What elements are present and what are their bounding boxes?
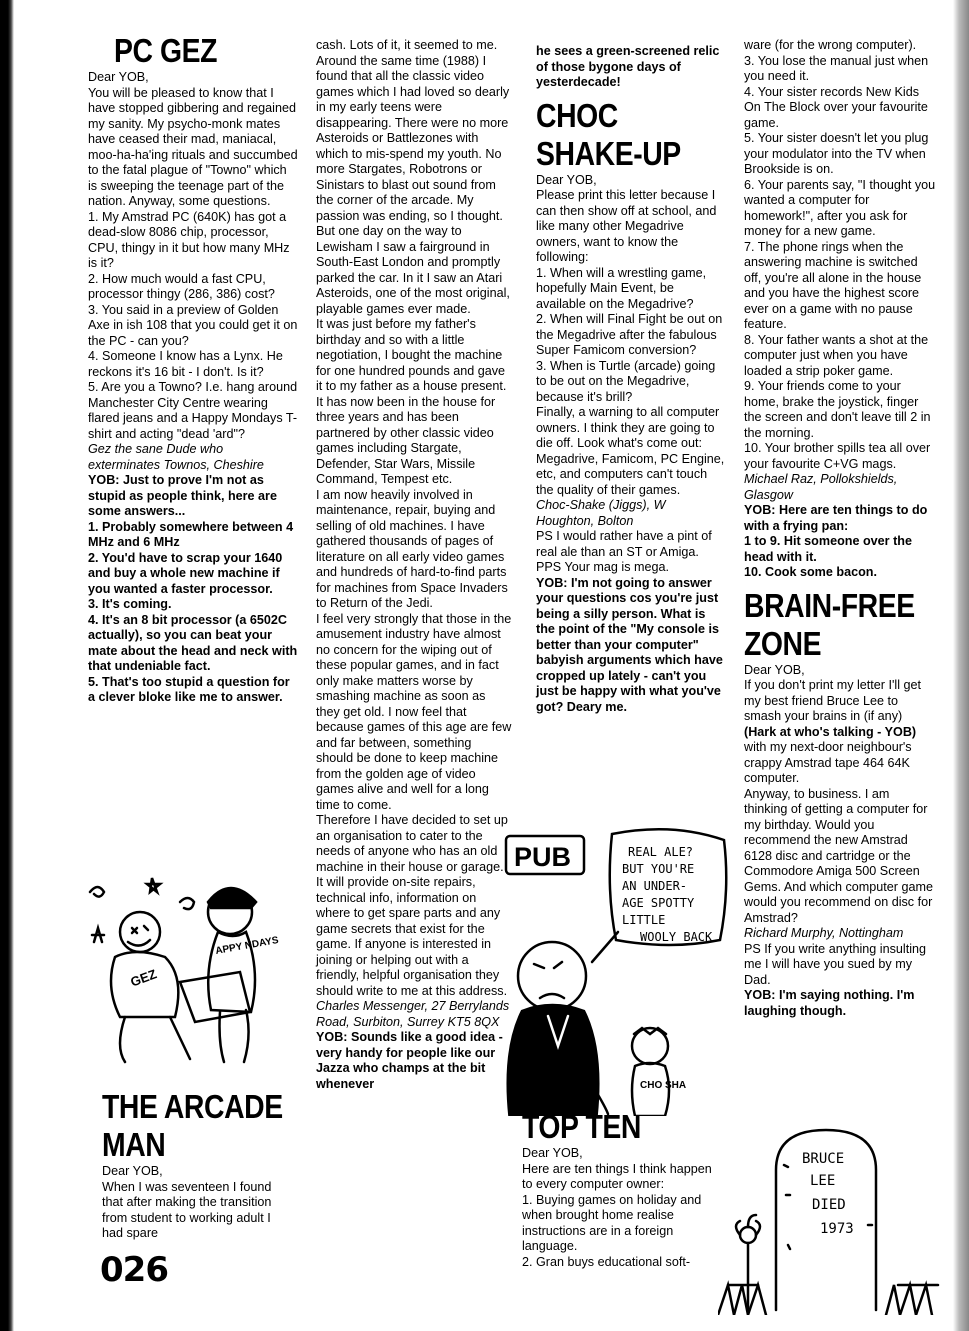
letter-top-ten-cont	[744, 38, 936, 1019]
cartoon-gez	[80, 872, 295, 1072]
cartoon-shirt-gez: GEZ	[128, 966, 159, 990]
letter-text: with my next-door neighbour's crappy Amstrad tape 464 64K computer.	[744, 740, 912, 785]
tombstone-text: BRUCE	[802, 1151, 845, 1167]
letter-text: If you don't print my letter I'll get my best friend Bruce Lee to smash your brains in (if any)	[744, 678, 922, 723]
yob-reply: 3. It's coming.	[88, 597, 172, 611]
yob-reply: 10. Cook some bacon.	[744, 565, 877, 579]
letter-paragraph: Therefore I have decided to set up an organisation to cater to the needs of anyone who has an old machine in their house or garage. It will provide on-site repairs, technical info, information on where to get spare parts and any game secrets that exist for the game. If anyone is interested in joining or helping out with a friendly, helpful organisation they should write to me at this address.	[316, 813, 508, 998]
letter-paragraph: 7. The phone rings when the answering machine is switched off, you're all alone in the house and you have the highest score ever on a game with no pause feature.	[744, 239, 922, 331]
page-edge-shadow	[953, 0, 969, 1331]
yob-reply: YOB: Just to prove I'm not as stupid as people think, here are some answers...	[88, 473, 277, 518]
letter-paragraph: 9. Your friends come to your home, brake the joystick, finger the screen and don't leave till 2 in the morning.	[744, 379, 931, 440]
yob-reply: YOB: I'm saying nothing. I'm laughing though.	[744, 988, 915, 1018]
letter-paragraph: Anyway, to business. I am thinking of getting a computer for my birthday. Would you recommend the new Amstrad 6128 disc and cartridge or the Commodore Amiga 500 Screen Gems. And which computer game would you recommend on disc for Amstrad?	[744, 786, 933, 925]
letter-paragraph: 8. Your father wants a shot at the computer just when you have loaded a strip poker game.	[744, 332, 929, 378]
letter-paragraph: You will be pleased to know that I have stopped gibbering and regained my sanity. My psycho-monk mates have ceased their mad, maniacal, moo-ha-ha'ing rituals and succumbed to the fatal plague of "Towno" which is sweeping the teenage part of the nation. Anyway, some questions.	[88, 85, 298, 208]
greeting: Dear YOB,	[744, 662, 805, 677]
greeting: Dear YOB,	[536, 172, 597, 187]
letter-top-ten	[522, 1108, 722, 1270]
cartoon-shirt-happy-mondays: APPY NDAYS	[214, 935, 280, 957]
greeting: Dear YOB,	[522, 1146, 583, 1160]
letter-paragraph: 1. My Amstrad PC (640K) has got a dead-slow 8086 chip, processor, CPU, thingy in it but how many MHz is it?	[88, 209, 290, 270]
letter-paragraph: Please print this letter because I can then show off at school, and like many other Megadrive owners, want to know the following:	[536, 188, 717, 264]
yob-reply: 1 to 9. Hit someone over the head with it.	[744, 534, 912, 564]
tombstone-text: 1973	[820, 1221, 854, 1237]
cartoon-pub	[500, 826, 730, 1116]
page-binding-shadow	[0, 0, 14, 1331]
letter-signoff: Charles Messenger, 27 Berrylands Road, Surbiton, Surrey KT5 8QX	[316, 999, 510, 1029]
letter-paragraph: 3. When is Turtle (arcade) going to be out on the Megadrive, because it's brill?	[536, 358, 716, 404]
heading-choc-shake-up: CHOC SHAKE-UP	[536, 96, 681, 172]
letter-paragraph: Here are ten things I think happen to every computer owner:	[522, 1161, 712, 1191]
heading-pc-gez: PC GEZ	[114, 32, 218, 69]
speech-bubble-line: AGE SPOTTY	[622, 896, 695, 910]
heading-arcade-man: THE ARCADE MAN	[102, 1088, 283, 1163]
tombstone-text: DIED	[812, 1197, 846, 1213]
letter-paragraph: But one day on the way to Lewisham I saw a fairground in South-East London and promptly parked the car. In it I saw an Atari Asteroids, one of the most original, playable games ever made.	[316, 224, 510, 316]
letter-paragraph: When I was seventeen I found that after making the transition from student to working adult I had spare	[102, 1179, 272, 1240]
letter-paragraph: I feel very strongly that those in the amusement industry have almost no concern for the wiping out of these popular games, and in fact only make matters worse by smashing machine as soon as they get old. I now feel that because games of this age are few and far between, something should be done to keep machine from the golden age of video games alive and well for a long time to come.	[316, 611, 512, 812]
letter-paragraph: I am now heavily involved in maintenance, repair, buying and selling of old machines. I have gathered thousands of pages of literature on all early video games and hundreds of hard-to-find parts for machines from Space Invaders to Return of the Jedi.	[316, 487, 508, 610]
letter-paragraph: 10. Your brother spills tea all over your favourite C+VG mags.	[744, 441, 931, 471]
letter-paragraph: 4. Your sister records New Kids On The Block over your favourite game.	[744, 84, 928, 130]
speech-bubble-line: BUT YOU'RE	[622, 862, 695, 876]
pub-sign: PUB	[514, 842, 572, 872]
letter-signoff: Choc-Shake (Jiggs), W Houghton, Bolton	[536, 498, 666, 528]
yob-reply: YOB: Sounds like a good idea - very handy for people like our Jazza who champs at the bit whenever	[316, 1030, 503, 1091]
speech-bubble-line: LITTLE	[622, 913, 666, 927]
yob-reply: 4. It's an 8 bit processor (a 6502C actually), so you can beat your mate about the head and neck with that undeniable fact.	[88, 612, 298, 673]
letter-paragraph: Finally, a warning to all computer owners. I think they are going to die off. Look what's come out: Megadrive, Famicom, PC Engine, etc, and computers can't touch the quality of their games.	[536, 405, 725, 497]
speech-bubble-line: WOOLY BACK	[640, 930, 713, 944]
letter-paragraph: 2. Gran buys educational soft-	[522, 1254, 691, 1269]
yob-reply: he sees a green-screened relic of those bygone days of yesterdecade!	[536, 44, 720, 89]
letter-paragraph: 1. When will a wrestling game, hopefully Main Event, be available on the Megadrive?	[536, 265, 707, 311]
yob-reply: YOB: I'm not going to answer your questions cos you're just being a silly person. What is the point of the "My console is better than your computer" babyish arguments which have cropped up lately - can't you just be happy with what you've got? Deary me.	[536, 575, 723, 714]
greeting: Dear YOB,	[102, 1164, 163, 1178]
letter-paragraph: 3. You lose the manual just when you need it.	[744, 53, 929, 83]
letter-paragraph: 5. Your sister doesn't let you plug your modulator into the TV when Brookside is on.	[744, 131, 929, 176]
heading-top-ten: TOP TEN	[522, 1108, 641, 1145]
letter-ps: PS I would rather have a pint of real ale than an ST or Amiga.	[536, 529, 712, 559]
heading-brain-free-zone: BRAIN-FREE ZONE	[744, 586, 915, 662]
letter-paragraph: 3. You said in a preview of Golden Axe in ish 108 that you could get it on the PC - can you?	[88, 302, 298, 348]
letter-arcade-man	[102, 1088, 292, 1242]
letter-paragraph: 2. When will Final Fight be out on the Megadrive after the fabulous Super Famicom conversion?	[536, 312, 723, 357]
letter-paragraph: It has now been in the house for three years and has been partnered by other classic video games including Stargate, Defender, Star Wars, Missile Command, Tempest etc.	[316, 394, 496, 486]
letter-pps: PPS Your mag is mega.	[536, 560, 670, 574]
letter-paragraph: 2. How much would a fast CPU, processor thingy (286, 386) cost?	[88, 271, 275, 301]
tombstone-text: LEE	[810, 1173, 836, 1189]
cartoon-shirt-choc-shake: CHO SHA	[640, 1080, 687, 1091]
speech-bubble-line: AN UNDER-	[622, 879, 688, 893]
greeting: Dear YOB,	[88, 70, 149, 84]
yob-reply: YOB: Here are ten things to do with a frying pan:	[744, 503, 928, 533]
letter-arcade-man-cont	[316, 38, 512, 1092]
yob-reply: 5. That's too stupid a question for a clever bloke like me to answer.	[88, 674, 290, 704]
letter-signoff: Richard Murphy, Nottingham	[744, 926, 904, 940]
letter-signoff: Gez the sane Dude who exterminates Townos, Cheshire	[88, 442, 264, 472]
page-number: 026	[100, 1250, 168, 1290]
letter-paragraph: cash. Lots of it, it seemed to me. Around the same time (1988) I found that all the classic video games which I had loved so dearly in my early teens were disappearing. There were no more Asteroids or Battlezones with which to mis-spend my youth. No more Stargates, Robotrons or Sinistars to blast out sound from the corner of the arcade. My passion was ending, so I thought.	[316, 38, 510, 223]
yob-reply: 2. You'd have to scrap your 1640 and buy a whole new machine if you wanted a faster processor.	[88, 550, 283, 596]
letter-paragraph	[744, 678, 936, 787]
letter-pc-gez	[88, 32, 298, 706]
letter-paragraph: It was just before my father's birthday and so with a little negotiation, I bought the machine for one hundred pounds and gave it to my father as a house present.	[316, 317, 507, 393]
letter-paragraph: 1. Buying games on holiday and when brought home realise instructions are in a foreign language.	[522, 1192, 702, 1253]
letter-choc-shake-up	[536, 44, 726, 715]
letter-paragraph: 5. Are you a Towno? I.e. hang around Manchester City Centre wearing flared jeans and a Happy Mondays T-shirt and acting "dead 'ard"?	[88, 380, 298, 441]
letter-ps: PS If you write anything insulting me I will have you sued by my Dad.	[744, 941, 927, 987]
yob-reply: 1. Probably somewhere between 4 MHz and 6 MHz	[88, 519, 294, 549]
yob-interjection: (Hark at who's talking - YOB)	[744, 724, 917, 739]
speech-bubble-line: REAL ALE?	[628, 845, 694, 859]
letter-paragraph: ware (for the wrong computer).	[744, 38, 917, 52]
letter-paragraph: 6. Your parents say, "I thought you wanted a computer for homework!", after you ask for money for a new game.	[744, 177, 936, 238]
cartoon-tombstone	[718, 1125, 948, 1315]
letter-paragraph: 4. Someone I know has a Lynx. He reckons it's 16 bit - I don't. Is it?	[88, 349, 283, 379]
letter-signoff: Michael Raz, Pollokshields, Glasgow	[744, 472, 898, 502]
